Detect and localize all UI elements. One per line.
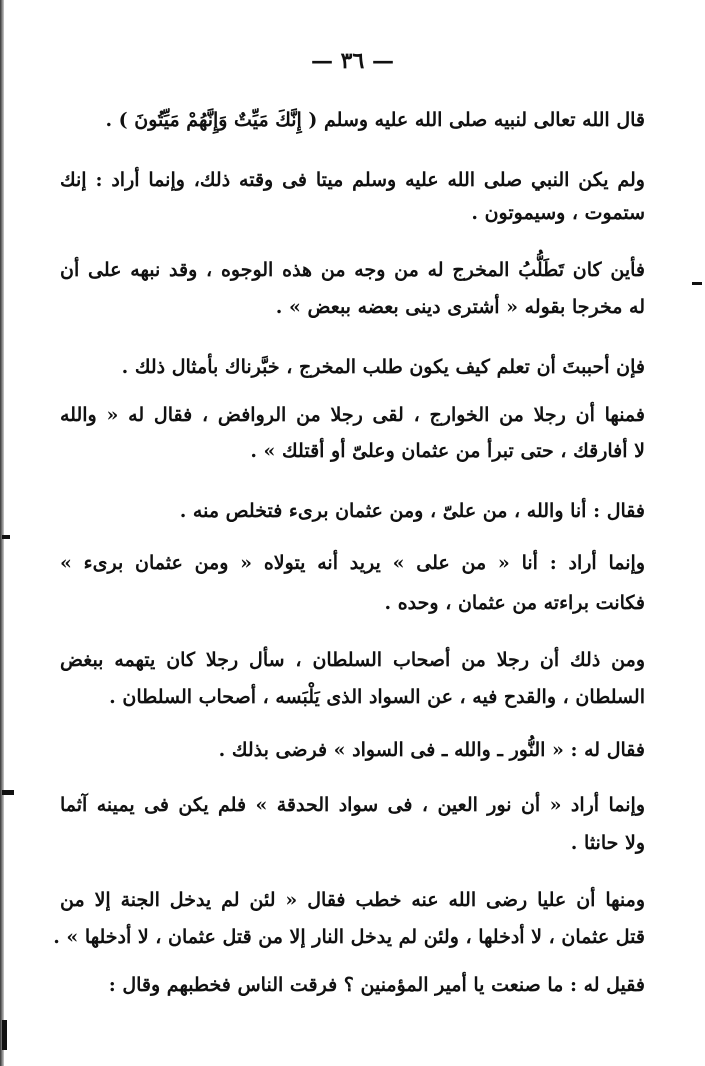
text-line: لا أفارقك ، حتى تبرأ من عثمان وعلىّ أو أقتلك » . bbox=[250, 440, 645, 462]
text-line: فقال : أنا والله ، من علىّ ، ومن عثمان برىء فتخلص منه . bbox=[179, 500, 645, 522]
text-line: ولا حانثا . bbox=[570, 832, 645, 854]
text-line: فقال له : « النُّور ـ والله ـ فى السواد » فرضى بذلك . bbox=[218, 739, 645, 761]
edge-mark bbox=[2, 1020, 7, 1050]
edge-mark bbox=[2, 790, 14, 795]
text-line: ستموت ، وسيموتون . bbox=[471, 202, 645, 224]
text-line: ومنها أن عليا رضى الله عنه خطب فقال « لئن لم يدخل الجنة إلا من bbox=[60, 889, 645, 911]
text-line: وإنما أراد : أنا « من على » يريد أنه يتولاه « ومن عثمان برىء » bbox=[60, 552, 645, 574]
text-line: فإن أحببتَ أن تعلم كيف يكون طلب المخرج ، خبَّرناك بأمثال ذلك . bbox=[121, 356, 645, 378]
text-line: فكانت براءته من عثمان ، وحده . bbox=[384, 592, 645, 614]
text-line: فأين كان تَطَلُّبُ المخرج له من وجه من هذه الوجوه ، وقد نبهه على أن bbox=[60, 259, 645, 281]
text-line: فقيل له : ما صنعت يا أمير المؤمنين ؟ فرقت الناس فخطبهم وقال : bbox=[108, 974, 645, 996]
text-line: ولم يكن النبي صلى الله عليه وسلم ميتا فى وقته ذلك، وإنما أراد : إنك bbox=[60, 169, 645, 191]
text-line: له مخرجا بقوله « أشترى دينى بعضه ببعض » . bbox=[275, 296, 645, 318]
text-line: قال الله تعالى لنبيه صلى الله عليه وسلم ( إِنَّكَ مَيِّتٌ وَإِنَّهُمْ مَيِّتُونَ ) . bbox=[105, 109, 645, 131]
edge-mark bbox=[692, 282, 702, 285]
page-edge-shadow bbox=[0, 0, 4, 1066]
text-line: وإنما أراد « أن نور العين ، فى سواد الحدقة » فلم يكن فى يمينه آثما bbox=[60, 794, 645, 816]
edge-mark bbox=[2, 535, 10, 539]
page-number: — ٣٦ — bbox=[311, 48, 394, 74]
text-line: فمنها أن رجلا من الخوارج ، لقى رجلا من الروافض ، فقال له « والله bbox=[60, 404, 645, 426]
text-line: ومن ذلك أن رجلا من أصحاب السلطان ، سأل رجلا كان يتهمه ببغض bbox=[60, 649, 645, 671]
text-line: السلطان ، والقدح فيه ، عن السواد الذى يَلْبَسه ، أصحاب السلطان . bbox=[109, 686, 645, 708]
text-line: قتل عثمان ، لا أدخلها ، ولئن لم يدخل النار إلا من قتل عثمان ، لا أدخلها » . bbox=[53, 926, 645, 948]
